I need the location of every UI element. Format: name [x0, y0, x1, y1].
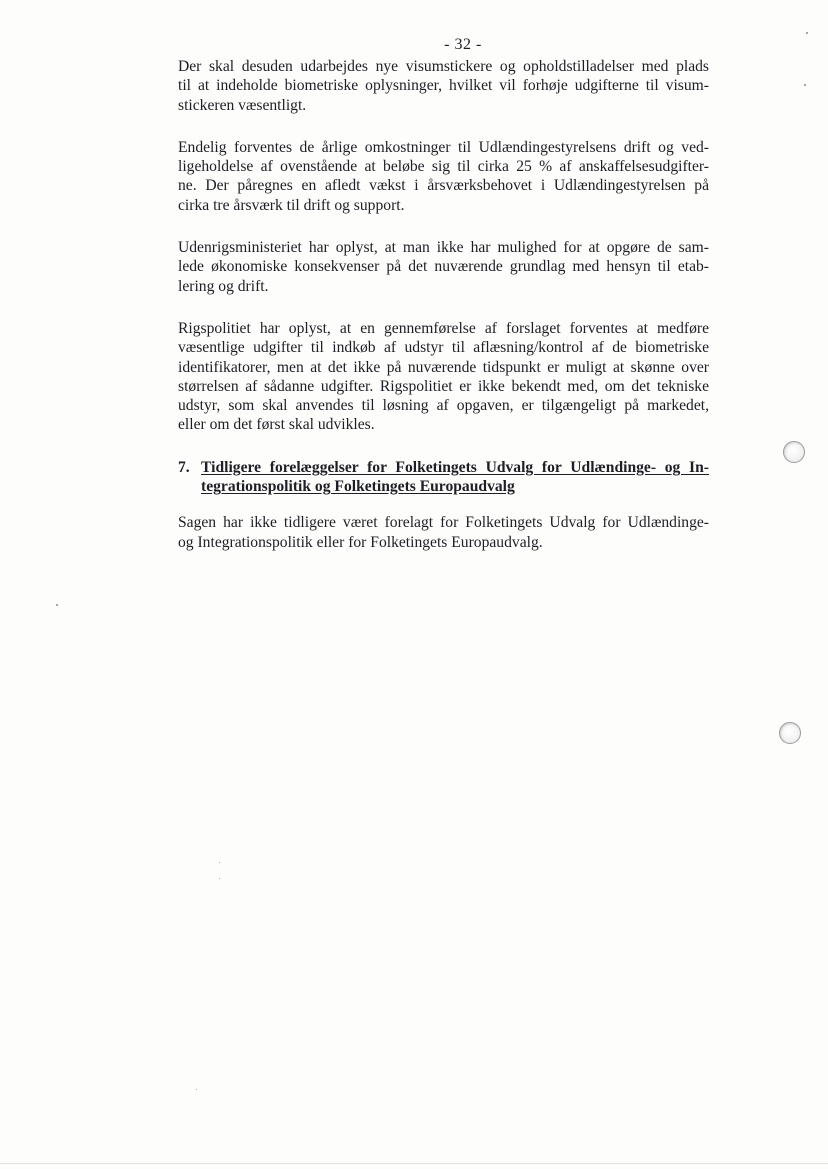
text-line: ligeholdelse af ovenstående at beløbe sig til cirka 25 % af anskaffelsesudgifter- — [178, 158, 709, 176]
scan-bottom-edge — [0, 1163, 828, 1164]
text-line: udstyr, som skal anvendes til løsning af opgaven, er tilgængeligt på markedet, — [178, 397, 709, 415]
paragraph-visumstickere — [178, 57, 709, 115]
punch-hole-lower — [779, 722, 801, 744]
punch-hole-upper — [783, 441, 805, 463]
section-heading — [178, 458, 709, 497]
paragraph-tidligere-forelaeggelse — [178, 513, 709, 552]
paragraph-udenrigsministeriet — [178, 238, 709, 296]
scan-speck — [196, 1089, 197, 1090]
text-line: stickeren væsentligt. — [178, 96, 307, 114]
section-number: 7. — [178, 458, 190, 476]
text-line: cirka tre årsværk til drift og support. — [178, 196, 405, 214]
text-line: ne. Der påregnes en afledt vækst i årsværksbehovet i Udlændingestyrelsen på — [178, 177, 709, 195]
text-line: lede økonomiske konsekvenser på det nuværende grundlag med hensyn til etab- — [178, 258, 709, 276]
section-title-line: tegrationspolitik og Folketingets Europaudvalg — [201, 478, 515, 496]
scan-speck — [56, 604, 58, 606]
text-line: lering og drift. — [178, 277, 269, 295]
text-line: størrelsen af sådanne udgifter. Rigspolitiet er ikke bekendt med, om det tekniske — [178, 377, 709, 395]
text-line: væsentlige udgifter til indkøb af udstyr til aflæsning/kontrol af de biometriske — [178, 339, 709, 357]
section-title-line: Tidligere forelæggelser for Folketingets Udvalg for Udlændinge- og In- — [201, 458, 709, 476]
text-line: Endelig forventes de årlige omkostninger til Udlændingestyrelsens drift og ved- — [178, 138, 709, 156]
scan-speck — [219, 878, 220, 879]
text-line: identifikatorer, men at det ikke på nuværende tidspunkt er muligt at skønne over — [178, 358, 709, 376]
section-title — [201, 458, 709, 497]
text-line: Der skal desuden udarbejdes nye visumstickere og opholdstilladelser med plads — [178, 58, 709, 75]
document-body — [178, 57, 709, 575]
page-number: - 32 - — [444, 36, 482, 53]
text-line: eller om det først skal udvikles. — [178, 416, 375, 434]
text-line: Udenrigsministeriet har oplyst, at man ikke har mulighed for at opgøre de sam- — [178, 239, 709, 257]
paragraph-rigspolitiet — [178, 319, 709, 435]
scan-speck — [219, 862, 220, 863]
text-line: og Integrationspolitik eller for Folketingets Europaudvalg. — [178, 533, 543, 551]
scan-speck — [804, 84, 806, 86]
text-line: Rigspolitiet har oplyst, at en gennemførelse af forslaget forventes at medføre — [178, 319, 709, 337]
text-line: Sagen har ikke tidligere været forelagt for Folketingets Udvalg for Udlændinge- — [178, 514, 709, 532]
text-line: til at indeholde biometriske oplysninger, hvilket vil forhøje udgifterne til visum- — [178, 77, 709, 95]
scan-speck — [806, 32, 808, 34]
paragraph-aarlige-omkostninger — [178, 138, 709, 215]
